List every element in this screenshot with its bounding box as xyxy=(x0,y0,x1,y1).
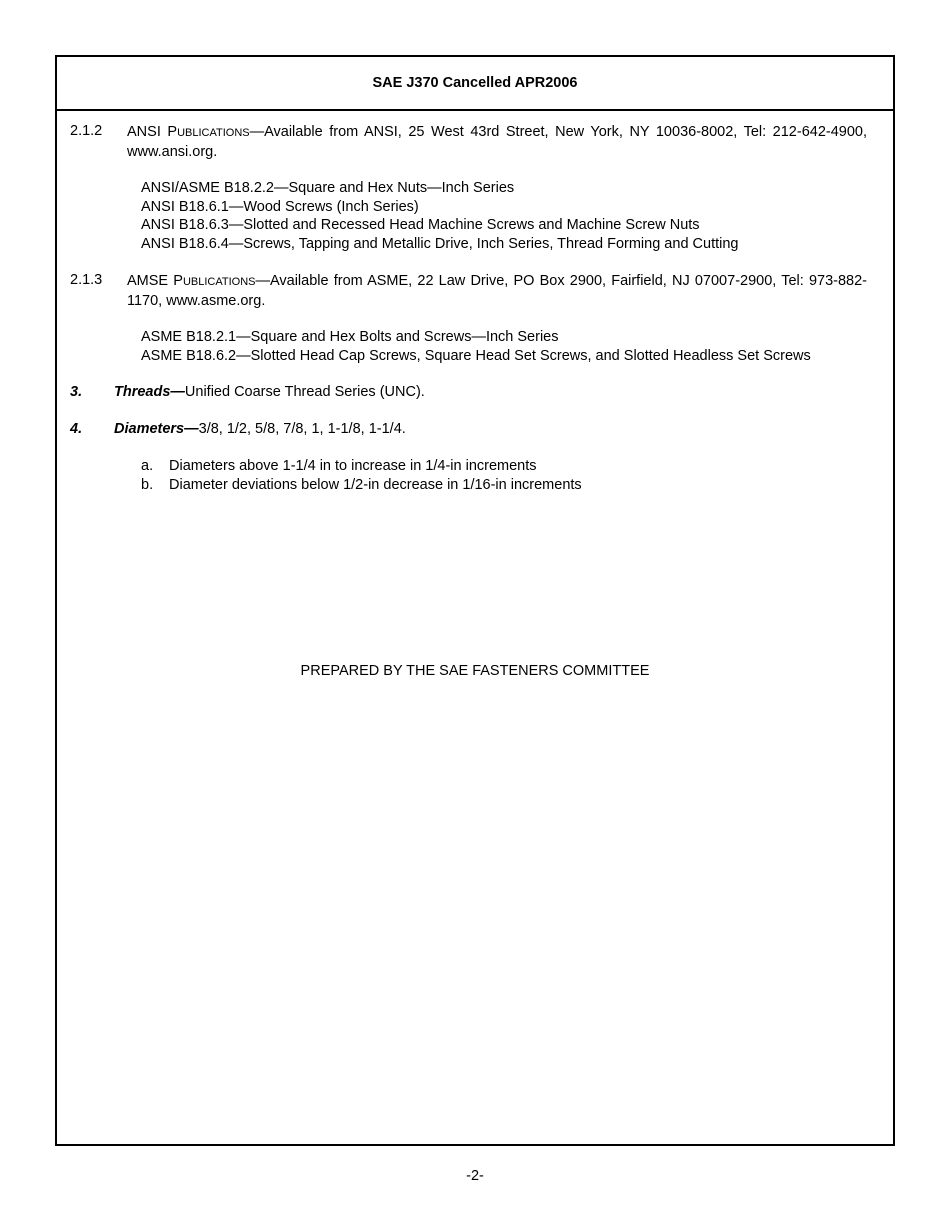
reference-item: ANSI/ASME B18.2.2—Square and Hex Nuts—Inch Series xyxy=(141,180,515,196)
document-frame xyxy=(55,55,895,1146)
section-paragraph: AMSE PUBLICATIONS—Available from ASME, 22 Law Drive, PO Box 2900, Fairfield, NJ 07007-2900, Tel: 973-882-1170, www.asme.org. xyxy=(127,273,867,309)
page-number: -2- xyxy=(466,1168,484,1184)
section-title: Threads— xyxy=(114,384,185,400)
reference-item: ANSI B18.6.1—Wood Screws (Inch Series) xyxy=(141,198,419,215)
list-item: b. Diameter deviations below 1/2-in decrease in 1/16-in increments xyxy=(141,477,582,493)
section-text: Diameters—3/8, 1/2, 5/8, 7/8, 1, 1-1/8, 1-1/4. xyxy=(114,421,406,437)
section-number: 4. xyxy=(70,421,83,437)
section-number: 2.1.2 xyxy=(70,123,103,139)
asme-reference-list xyxy=(141,328,811,365)
document-header xyxy=(57,57,893,111)
reference-item: ASME B18.2.1—Square and Hex Bolts and Screws—Inch Series xyxy=(141,329,559,345)
prepared-by-statement: PREPARED BY THE SAE FASTENERS COMMITTEE xyxy=(300,663,650,679)
header-title: SAE J370 Cancelled APR2006 xyxy=(372,75,578,91)
reference-item: ANSI B18.6.4—Screws, Tapping and Metallic Drive, Inch Series, Thread Forming and Cutting xyxy=(141,235,739,252)
reference-item: ASME B18.6.2—Slotted Head Cap Screws, Square Head Set Screws, and Slotted Headless Set Screws xyxy=(141,347,811,364)
ansi-reference-list xyxy=(141,179,738,253)
section-text: Threads—Unified Coarse Thread Series (UNC). xyxy=(114,384,425,400)
diameter-sublist xyxy=(141,457,582,495)
section-number: 3. xyxy=(70,384,83,400)
reference-item: ANSI B18.6.3—Slotted and Recessed Head Machine Screws and Machine Screw Nuts xyxy=(141,217,700,234)
section-paragraph: ANSI PUBLICATIONS—Available from ANSI, 25 West 43rd Street, New York, NY 10036-8002, Tel: 212-642-4900, www.ansi.org. xyxy=(127,124,868,160)
list-item: a. Diameters above 1-1/4 in to increase in 1/4-in increments xyxy=(141,458,537,474)
section-number: 2.1.3 xyxy=(70,272,103,288)
section-title: Diameters— xyxy=(114,421,199,437)
